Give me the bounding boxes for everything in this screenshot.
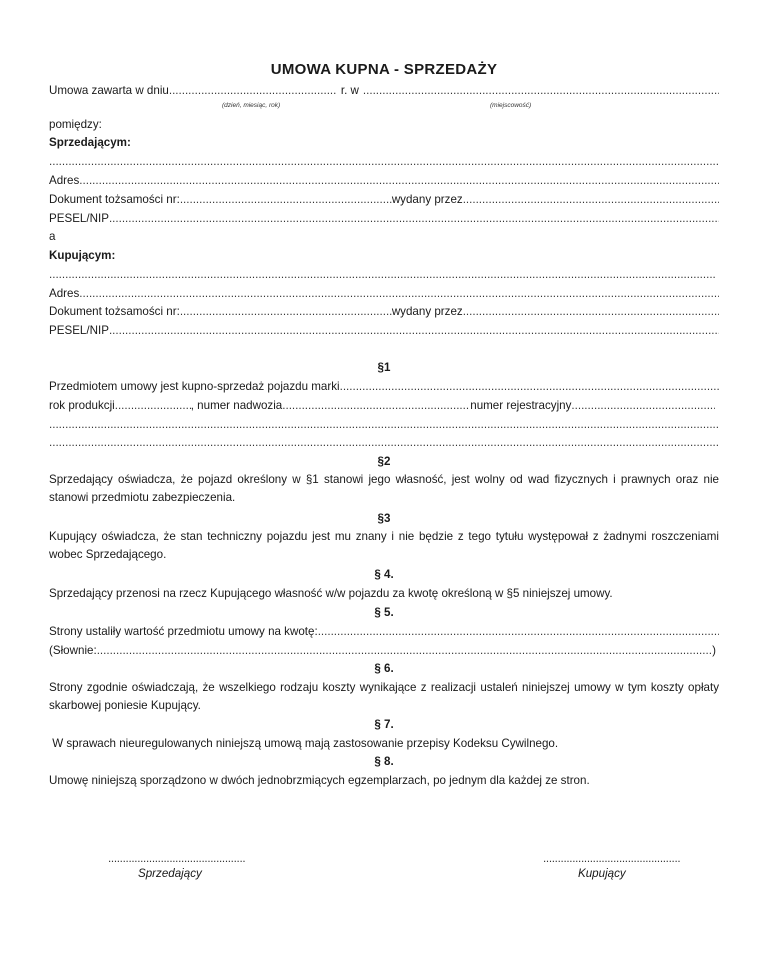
section-3-text: Kupujący oświadcza, że stan techniczny pojazdu jest mu znany i nie będzie z tego tytułu występował z żadnymi roszczeniami wobec Sprzedającego.	[49, 530, 719, 561]
buyer-signature-label: Kupujący	[578, 867, 626, 880]
amount-words-field[interactable]	[97, 644, 712, 658]
amount-words-close: )	[712, 644, 716, 657]
buyer-signature-field[interactable]: ...............................................	[543, 852, 681, 865]
section-7-text: W sprawach nieuregulowanych niniejszą umową mają zastosowanie przepisy Kodeksu Cywilnego.	[49, 737, 559, 750]
section-8-text: Umowę niniejszą sporządzono w dwóch jednobrzmiących egzemplarzach, po jednym dla każdej ze stron.	[49, 774, 590, 787]
buyer-pesel-label: PESEL/NIP	[49, 324, 109, 337]
seller-address-field[interactable]	[79, 174, 719, 188]
vehicle-extra-field-2[interactable]	[49, 436, 719, 450]
section-1-heading: §1	[377, 361, 391, 374]
year-label: rok produkcji	[49, 399, 115, 412]
section-2-text: Sprzedający oświadcza, że pojazd określony w §1 stanowi jego własność, jest wolny od wad fizycznych i prawnych oraz nie stanowi przedmiotu zabezpieczenia.	[49, 473, 719, 504]
seller-pesel-label: PESEL/NIP	[49, 212, 109, 225]
seller-issued-field[interactable]	[463, 193, 719, 207]
vehicle-details-line	[49, 399, 715, 413]
seller-id-line	[49, 193, 719, 207]
reg-label: numer rejestracyjny	[470, 399, 572, 412]
section-6-text: Strony zgodnie oświadczają, że wszelkiego rodzaju koszty wynikające z realizacji ustaleń niniejszej umowy w tym koszty opłaty skarbowej poniesie Kupujący.	[49, 681, 719, 712]
seller-address-label: Adres	[49, 174, 80, 187]
buyer-name-field[interactable]	[49, 268, 715, 282]
r-label: r. w	[340, 84, 359, 97]
section-3-heading: §3	[377, 512, 391, 525]
buyer-address-label: Adres	[49, 287, 80, 300]
section-2-heading: §2	[377, 455, 391, 468]
and-label: a	[49, 230, 56, 243]
year-field[interactable]	[115, 399, 191, 413]
vehicle-extra-field-1[interactable]	[49, 418, 719, 432]
section-4-heading: § 4.	[374, 568, 394, 581]
seller-address-line	[49, 174, 719, 188]
document-title: UMOWA KUPNA - SPRZEDAŻY	[270, 61, 498, 78]
reg-field[interactable]	[571, 399, 715, 413]
buyer-heading: Kupującym:	[49, 249, 116, 262]
seller-id-label: Dokument tożsamości nr:	[49, 193, 180, 206]
vehicle-make-field[interactable]	[340, 380, 719, 394]
between-label: pomiędzy:	[49, 118, 102, 131]
amount-line	[49, 625, 719, 639]
date-field[interactable]	[169, 84, 337, 98]
seller-signature-field[interactable]: ...............................................	[108, 852, 246, 865]
buyer-id-field[interactable]	[180, 305, 392, 319]
contract-date-line	[49, 84, 719, 98]
vin-label: , numer nadwozia	[190, 399, 283, 412]
section-5-heading: § 5.	[374, 606, 394, 619]
seller-pesel-line	[49, 212, 719, 226]
section-7-heading: § 7.	[374, 718, 394, 731]
place-field[interactable]	[363, 84, 719, 98]
amount-words-label: (Słownie:	[49, 644, 97, 657]
section-4-text: Sprzedający przenosi na rzecz Kupującego własność w/w pojazdu za kwotę określoną w §5 niniejszej umowy.	[49, 587, 613, 600]
date-hint: (dzień, miesiąc, rok)	[222, 102, 281, 109]
buyer-pesel-field[interactable]	[109, 324, 719, 338]
buyer-address-field[interactable]	[79, 287, 719, 301]
contract-date-label: Umowa zawarta w dniu	[49, 84, 169, 97]
amount-field[interactable]	[318, 625, 719, 639]
seller-heading: Sprzedającym:	[49, 136, 131, 149]
place-hint: (miejscowość)	[490, 102, 532, 109]
seller-signature-label: Sprzedający	[138, 867, 202, 880]
vehicle-make-label: Przedmiotem umowy jest kupno-sprzedaż pojazdu marki	[49, 380, 340, 393]
buyer-address-line	[49, 287, 719, 301]
buyer-issued-field[interactable]	[463, 305, 719, 319]
amount-label: Strony ustaliły wartość przedmiotu umowy na kwotę:	[49, 625, 318, 638]
buyer-id-label: Dokument tożsamości nr:	[49, 305, 180, 318]
seller-name-field[interactable]	[49, 155, 719, 169]
section-6-heading: § 6.	[374, 662, 394, 675]
seller-issued-label: wydany przez	[391, 193, 463, 206]
seller-pesel-field[interactable]	[109, 212, 719, 226]
buyer-id-line	[49, 305, 719, 319]
seller-id-field[interactable]	[180, 193, 392, 207]
amount-words-line	[49, 644, 716, 658]
vin-field[interactable]	[282, 399, 470, 413]
vehicle-make-line	[49, 380, 719, 394]
buyer-pesel-line	[49, 324, 719, 338]
buyer-issued-label: wydany przez	[391, 305, 463, 318]
section-8-heading: § 8.	[374, 755, 394, 768]
